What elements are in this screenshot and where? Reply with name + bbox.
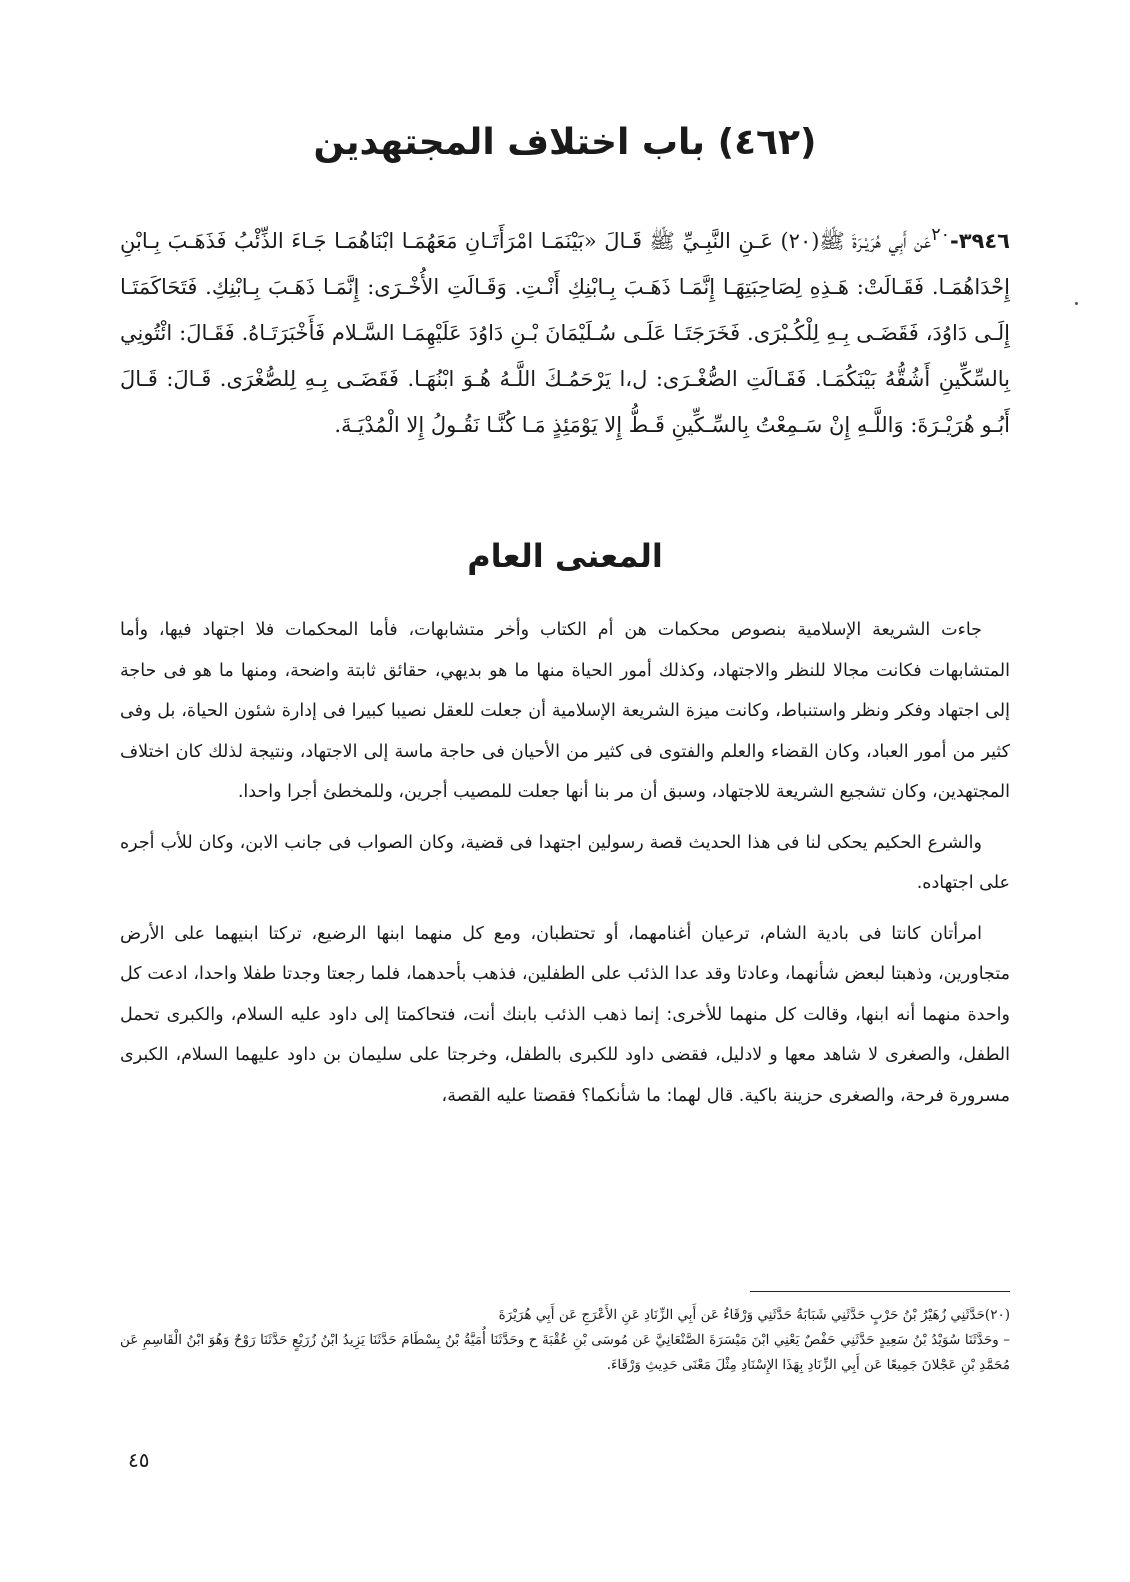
paragraph-2: والشرع الحكيم يحكى لنا فى هذا الحديث قصة رسولين اجتهدا فى قضية، وكان الصواب فى جانب الابن، وكان للأب أجره على اجتهاده. <box>120 832 1010 893</box>
hadith-sub-number: ٢٠ <box>931 225 950 245</box>
hadith-body: عَن أَبِي هُرَيْـرَةَ ﷺ(٢٠) عَـنِ النَّبِـيِّ ﷺ قَـالَ «بَيْنَمَـا امْرَأَتَـانِ مَعَهُمَـا ابْنَاهُمَـا جَـاءَ الذِّئْبُ فَذَهَـبَ بِـابْنِ إِحْدَاهُمَـا. فَقَـالَتْ: هَـذِهِ لِصَاحِبَتِهَـا إِنَّمَـا ذَهَـبَ بِـابْنِكِ أَنْـتِ. وَقَـالَتِ الأُخْـرَى: إِنَّمَـا ذَهَـبَ بِـابْنِكِ. فَتَحَاكَمَتَـا إِلَـى دَاوُدَ، فَقَضَـى بِـهِ لِلْكُـبْرَى. فَخَرَجَتَـا عَلَـى سُـلَيْمَانَ بْـنِ دَاوُدَ عَلَيْهِمَـا السَّـلام فَأَخْبَرَتَـاهُ. فَقَـالَ: ائْتُونِي بِالسِّكِّينِ أَشُقُّهُ بَيْنَكُمَـا. فَقَـالَتِ الصُّغْـرَى: ل،ا يَرْحَمُـكَ اللَّـهُ هُـوَ ابْنُهَـا. فَقَضَـى بِـهِ لِلصُّغْرَى. قَـالَ: قَـالَ أَبُـو هُرَيْـرَةَ: وَاللَّـهِ إِنْ سَـمِعْتُ بِالسِّـكِّينِ قَـطُّ إِلا يَوْمَئِذٍ مَـا كُنَّـا نَقُـولُ إِلا الْمُدْيَـةَ. <box>120 229 1010 437</box>
footnotes <box>120 1303 1010 1378</box>
footnote-line-1: (٢٠)حَدَّثَنِي زُهَيْرُ بْنُ حَرْبٍ حَدَّثَنِي شَبَابَةُ حَدَّثَنِي وَرْقَاءُ عَن أَبِي الزِّنَادِ عَنِ الأَعْرَجِ عَن أَبِي هُرَيْرَةَ <box>498 1307 1010 1323</box>
hadith-number: ٣٩٤٦- <box>950 229 1010 253</box>
footnote-line-2: – وحَدَّثَنَا سُوَيْدُ بْنُ سَعِيدٍ حَدَّثَنِي حَفْصٌ يَعْنِي ابْنَ مَيْسَرَةَ الصَّنْعَانِيَّ عَن مُوسَى بْنِ عُقْبَةَ ح وحَدَّثَنَا أُمَيَّةُ بْنُ بِسْطَامَ حَدَّثَنَا يَزِيدُ ابْنُ زُرَيْعٍ حَدَّثَنَا رَوْحٌ وَهُوَ ابْنُ الْقَاسِمِ عَن مُحَمَّدِ بْنِ عَجْلانَ جَمِيعًا عَن أَبِي الزِّنَادِ بِهَذَا الإِسْنَادِ مِثْلَ مَعْنَى حَدِيثِ وَرْقَاءَ. <box>120 1332 1010 1373</box>
commentary-body <box>120 610 1010 1126</box>
paragraph-1: جاءت الشريعة الإسلامية بنصوص محكمات هن أم الكتاب وأخر متشابهات، فأما المحكمات فلا اجتهاد فيها، وأما المتشابهات فكانت مجالا للنظر والاجتهاد، وكذلك أمور الحياة منها ما هو بديهي، حقائق ثابتة واضحة، ومنها ما هو فى حاجة إلى اجتهاد وفكر ونظر واستنباط، وكانت ميزة الشريعة الإسلامية أن جعلت للعقل نصيبا كبيرا فى إدارة شئون الحياة، بل وفى كثير من أمور العباد، وكان القضاء والعلم والفتوى فى كثير من الأحيان فى حاجة ماسة إلى الاجتهاد، ونتيجة لذلك كان اختلاف المجتهدين، وكان تشجيع الشريعة للاجتهاد، وسبق أن مر بنا أنها جعلت للمصيب أجرين، وللمخطئ أجرا واحدا. <box>120 620 1010 802</box>
section-title: المعنى العام <box>467 537 663 575</box>
page-number: ٤٥ <box>128 1448 150 1472</box>
hadith-text <box>120 212 1010 448</box>
paragraph-3: امرأتان كانتا فى بادية الشام، ترعيان أغنامهما، أو تحتطبان، ومع كل منهما ابنها الرضيع، تركتا ابنيهما على الأرض متجاورين، وذهبتا لبعض شأنهما، وعادتا وقد عدا الذئب على الطفلين، فذهب بأحدهما، فلما رجعتا وجدتا طفلا واحدا، ادعت كل واحدة منهما أنه ابنها، وقالت كل منهما للأخرى: إنما ذهب الذئب بابنك أنت، فتحاكمتا إلى داود عليه السلام، والكبرى تحمل الطفل، والصغرى لا شاهد معها و لادليل، فقضى داود للكبرى بالطفل، وخرجتا على سليمان بن داود عليهما السلام، الكبرى مسرورة فرحة، والصغرى حزينة باكية. قال لهما: ما شأنكما؟ فقصتا عليه القصة، <box>120 923 1010 1106</box>
chapter-title: (٤٦٢) باب اختلاف المجتهدين <box>313 122 817 163</box>
footnote-divider <box>750 1291 1010 1292</box>
margin-dot <box>1075 302 1078 305</box>
page <box>120 0 1010 1582</box>
